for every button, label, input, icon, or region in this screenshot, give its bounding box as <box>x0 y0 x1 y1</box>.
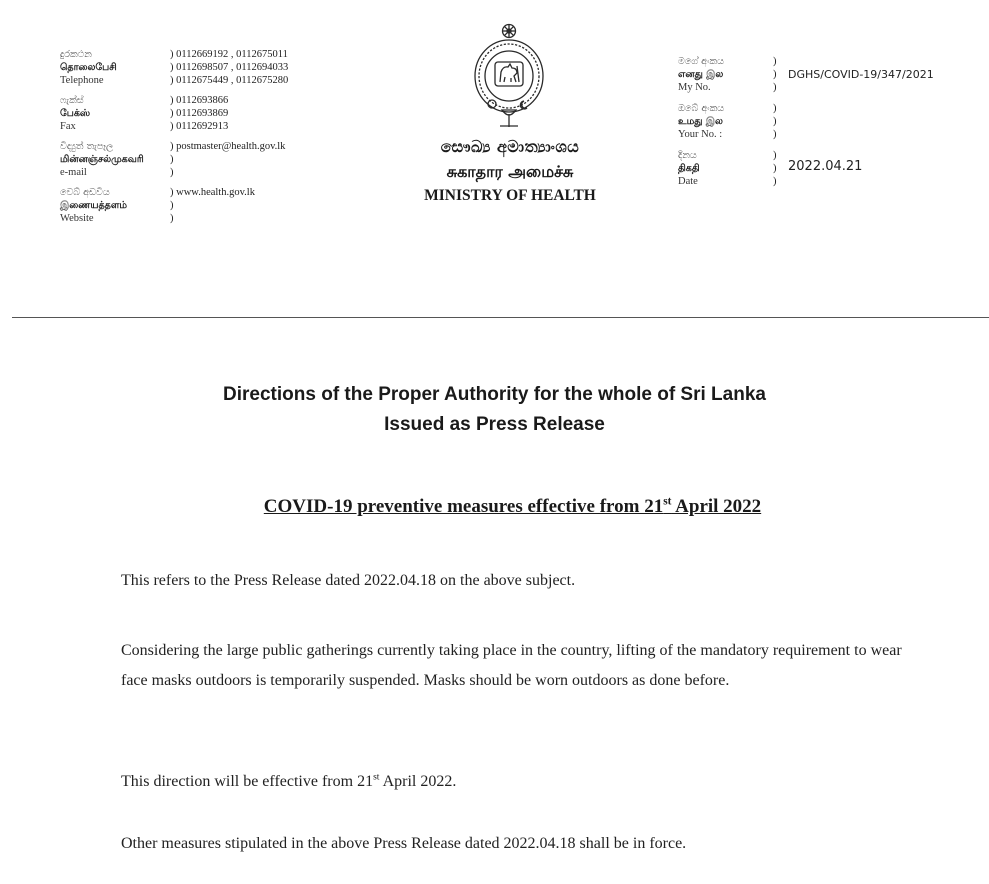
contact-value: ) <box>170 213 174 224</box>
contact-website <box>60 186 360 225</box>
subject-text-end: April 2022 <box>671 496 762 517</box>
contact-label-en: Website <box>60 213 94 224</box>
contact-value: ) www.health.gov.lk <box>170 187 255 198</box>
subject-text: COVID-19 preventive measures effective from 21 <box>263 496 664 517</box>
para3-ordinal: st <box>373 771 380 783</box>
ref-number-value: DGHS/COVID-19/347/2021 <box>788 68 934 81</box>
body-paragraph-4: Other measures stipulated in the above Press Release dated 2022.04.18 shall be in force. <box>121 835 687 852</box>
document-title-line1: Directions of the Proper Authority for the whole of Sri Lanka <box>223 384 766 405</box>
ref-your-number: ඔබේ අංකය ) உமது இல ) Your No. : ) <box>678 103 777 140</box>
contact-label-ta: இணையத்தளம் <box>60 200 128 211</box>
contact-block <box>60 48 360 232</box>
contact-label-en: Fax <box>60 121 76 132</box>
contact-fax <box>60 94 360 133</box>
contact-label-en: e-mail <box>60 167 87 178</box>
contact-value: ) 0112692913 <box>170 121 229 132</box>
header-divider <box>12 317 989 318</box>
ref-label-ta: எனது இல <box>678 69 724 80</box>
contact-value: ) <box>170 167 174 178</box>
national-emblem-icon <box>470 22 548 130</box>
subject-ordinal: st <box>663 495 672 508</box>
body-paragraph-3 <box>121 773 921 791</box>
contact-telephone <box>60 48 360 87</box>
contact-label-en: Telephone <box>60 75 104 86</box>
contact-label-ta: மின்னஞ்சல்முகவரி <box>60 154 144 165</box>
ref-label-si: මගේ අංකය <box>678 56 724 67</box>
contact-value: ) 0112693869 <box>170 108 229 119</box>
ref-my-number: මගේ අංකය ) எனது இல ) My No. ) DGHS/COVID-19/347/2021 <box>678 56 934 93</box>
ministry-name-sinhala: සෞඛ්‍ය අමාත්‍යාංශය <box>440 137 580 156</box>
contact-value: ) 0112669192 , 0112675011 <box>170 49 288 60</box>
contact-label-si: දුරකථන <box>60 49 92 60</box>
contact-email <box>60 140 360 179</box>
date-value: 2022.04.21 <box>788 159 863 174</box>
contact-value: ) <box>170 154 174 165</box>
body-paragraph-1: This refers to the Press Release dated 2022.04.18 on the above subject. <box>121 572 576 589</box>
ref-label-en: Date <box>678 176 698 187</box>
ref-label-en: Your No. : <box>678 129 723 140</box>
ministry-name-tamil: சுகாதார அமைச்சு <box>446 162 574 181</box>
subject-heading <box>0 496 989 518</box>
contact-label-si: වෙබ් අඩවිය <box>60 187 110 198</box>
ref-label-si: ඔබේ අංකය <box>678 103 725 114</box>
ref-label-si: දිනය <box>678 150 697 161</box>
ref-label-ta: உமது இல <box>678 116 723 127</box>
reference-block <box>678 55 978 196</box>
contact-value: ) 0112693866 <box>170 95 229 106</box>
contact-label-ta: தொலைபேசி <box>60 62 117 73</box>
para3-text: This direction will be effective from 21 <box>121 773 374 790</box>
contact-label-ta: பேக்ஸ் <box>60 108 91 119</box>
ministry-name-english: MINISTRY OF HEALTH <box>424 187 596 204</box>
contact-value: ) 0112698507 , 0112694033 <box>170 62 289 73</box>
ref-label-ta: திகதி <box>678 163 700 174</box>
document-title-line2: Issued as Press Release <box>384 414 605 435</box>
contact-value: ) postmaster@health.gov.lk <box>170 141 286 152</box>
para3-text-end: April 2022. <box>379 773 457 790</box>
contact-value: ) 0112675449 , 0112675280 <box>170 75 289 86</box>
ref-label-en: My No. <box>678 82 711 93</box>
ref-date: දිනය ) திகதி ) Date ) 2022.04.21 <box>678 150 863 187</box>
body-paragraph-2: Considering the large public gatherings currently taking place in the country, lifting of the mandatory requirement to wear face masks outdoors is temporarily suspended. Masks should be worn outdoors as done before. <box>121 642 902 689</box>
contact-value: ) <box>170 200 174 211</box>
contact-label-si: ෆැක්ස් <box>60 95 84 106</box>
contact-label-si: විද්‍යුත් තැපෑල <box>60 141 114 152</box>
